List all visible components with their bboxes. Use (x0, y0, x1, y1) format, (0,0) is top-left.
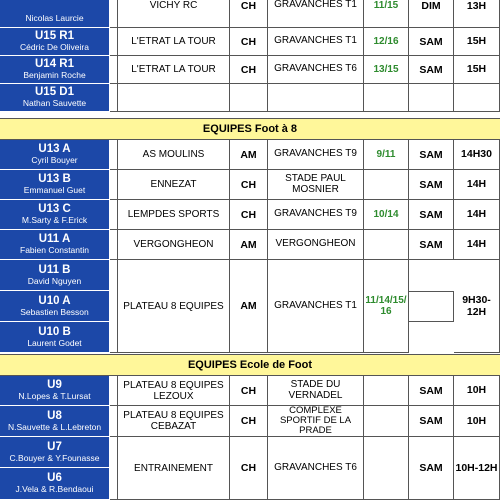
coach-name: J.Vela & R.Bendaoui (15, 484, 94, 495)
team-name: U6 (47, 472, 62, 484)
opponent: PLATEAU 8 EQUIPES LEZOUX (118, 376, 230, 406)
table-row (0, 84, 500, 112)
day (409, 84, 454, 112)
venue: CH (230, 0, 268, 28)
team-cell (0, 84, 110, 112)
team-cell (0, 140, 110, 170)
dates (364, 406, 409, 437)
venue: AM (230, 140, 268, 170)
terrain: GRAVANCHES T9 (268, 140, 364, 170)
team-name: U10 A (38, 294, 71, 307)
day: SAM (409, 170, 454, 200)
team-name: U13 B (38, 173, 71, 185)
table-row (0, 28, 500, 56)
day: SAM (409, 406, 454, 437)
dates: 13/15 (364, 56, 409, 84)
opponent: PLATEAU 8 EQUIPES (118, 260, 230, 353)
table-row-merged (0, 437, 500, 500)
team-name: U11 B (38, 263, 71, 276)
venue: CH (230, 376, 268, 406)
venue: AM (230, 230, 268, 260)
venue: AM (230, 260, 268, 353)
opponent: L'ETRAT LA TOUR (118, 56, 230, 84)
day: DIM (409, 0, 454, 28)
terrain: COMPLEXE SPORTIF DE LA PRADE (268, 406, 364, 437)
table-row (0, 140, 500, 170)
opponent: PLATEAU 8 EQUIPES CEBAZAT (118, 406, 230, 437)
dates (364, 437, 409, 500)
time: 14H (454, 200, 500, 230)
coach-name: Fabien Constantin (20, 245, 89, 256)
dates: 12/16 (364, 28, 409, 56)
opponent: AS MOULINS (118, 140, 230, 170)
coach-name: David Nguyen (27, 275, 82, 286)
coach-name: Nicolas Laurcie (25, 13, 84, 24)
time: 14H (454, 230, 500, 260)
dates: 11/15 (364, 0, 409, 28)
table-row (0, 200, 500, 230)
terrain: GRAVANCHES T1 (268, 28, 364, 56)
time: 10H-12H (454, 437, 500, 500)
coach-name: Nathan Sauvette (22, 98, 87, 109)
venue: CH (230, 200, 268, 230)
team-name: U11 A (38, 233, 71, 245)
terrain (268, 84, 364, 112)
team-cell (0, 376, 110, 406)
dates (364, 376, 409, 406)
team-name: U8 (47, 409, 62, 422)
venue: CH (230, 170, 268, 200)
opponent: L'ETRAT LA TOUR (118, 28, 230, 56)
terrain: GRAVANCHES T6 (268, 437, 364, 500)
team-cell (0, 0, 110, 28)
team-name: U7 (47, 440, 62, 453)
dates (364, 230, 409, 260)
table-row (0, 56, 500, 84)
opponent: VICHY RC (118, 0, 230, 28)
terrain: GRAVANCHES T6 (268, 56, 364, 84)
team-name: U13 A (38, 143, 71, 155)
venue: CH (230, 56, 268, 84)
coach-name: N.Lopes & T.Lursat (18, 391, 91, 402)
team-cell (0, 200, 110, 230)
dates: 10/14 (364, 200, 409, 230)
team-cell (0, 322, 110, 353)
dates (364, 170, 409, 200)
opponent: VERGONGHEON (118, 230, 230, 260)
team-cell (0, 437, 110, 468)
team-cell (0, 468, 110, 500)
coach-name: Cyril Bouyer (31, 155, 78, 166)
team-cell (0, 260, 110, 291)
day: SAM (409, 28, 454, 56)
terrain: GRAVANCHES T1 (268, 260, 364, 353)
team-name: U10 B (38, 325, 71, 338)
opponent: ENNEZAT (118, 170, 230, 200)
day: SAM (409, 230, 454, 260)
coach-name: Cédric De Oliveira (20, 42, 89, 53)
team-name: U15 R1 (35, 30, 74, 42)
day: SAM (409, 140, 454, 170)
coach-name: Benjamin Roche (23, 70, 86, 81)
team-name: U9 (47, 379, 62, 391)
team-name: U14 R1 (35, 58, 74, 70)
table-row (0, 376, 500, 406)
team-cell (0, 406, 110, 437)
day: SAM (409, 56, 454, 84)
team-cell (0, 170, 110, 200)
table-row (0, 230, 500, 260)
coach-name: Sebastien Besson (20, 306, 89, 317)
time: 15H (454, 56, 500, 84)
coach-name: Emmanuel Guet (23, 185, 86, 196)
team-cell (0, 291, 110, 322)
time: 10H (454, 406, 500, 437)
dates (364, 84, 409, 112)
time: 13H (454, 0, 500, 28)
time: 14H (454, 170, 500, 200)
venue: CH (230, 406, 268, 437)
venue: CH (230, 28, 268, 56)
team-name: U15 D1 (35, 86, 74, 98)
table-row (0, 170, 500, 200)
time: 14H30 (454, 140, 500, 170)
coach-name: Laurent Godet (27, 337, 82, 348)
terrain: GRAVANCHES T9 (268, 200, 364, 230)
time: 9H30- 12H (454, 260, 500, 353)
day: SAM (409, 200, 454, 230)
opponent: ENTRAINEMENT (118, 437, 230, 500)
dates: 11/14/15/ 16 (364, 260, 409, 353)
terrain: STADE DU VERNADEL (268, 376, 364, 406)
team-cell (0, 28, 110, 56)
coach-name: N.Sauvette & L.Lebreton (7, 421, 102, 432)
table-row (0, 0, 500, 28)
coach-name: M.Sarty & F.Erick (21, 215, 88, 226)
venue: CH (230, 437, 268, 500)
opponent: LEMPDES SPORTS (118, 200, 230, 230)
team-cell (0, 56, 110, 84)
team-name: U13 C (38, 203, 71, 215)
team-cell (0, 230, 110, 260)
section-header-ecole: EQUIPES Ecole de Foot (0, 354, 500, 376)
terrain: STADE PAUL MOSNIER (268, 170, 364, 200)
day (409, 291, 454, 322)
terrain: VERGONGHEON (268, 230, 364, 260)
venue (230, 84, 268, 112)
section-header-foot8: EQUIPES Foot à 8 (0, 118, 500, 140)
time (454, 84, 500, 112)
dates: 9/11 (364, 140, 409, 170)
terrain: GRAVANCHES T1 (268, 0, 364, 28)
day: SAM (409, 437, 454, 500)
time: 15H (454, 28, 500, 56)
table-row-merged (0, 260, 500, 353)
table-row (0, 406, 500, 437)
coach-name: C.Bouyer & Y.Founasse (9, 452, 100, 463)
time: 10H (454, 376, 500, 406)
day: SAM (409, 376, 454, 406)
opponent (118, 84, 230, 112)
